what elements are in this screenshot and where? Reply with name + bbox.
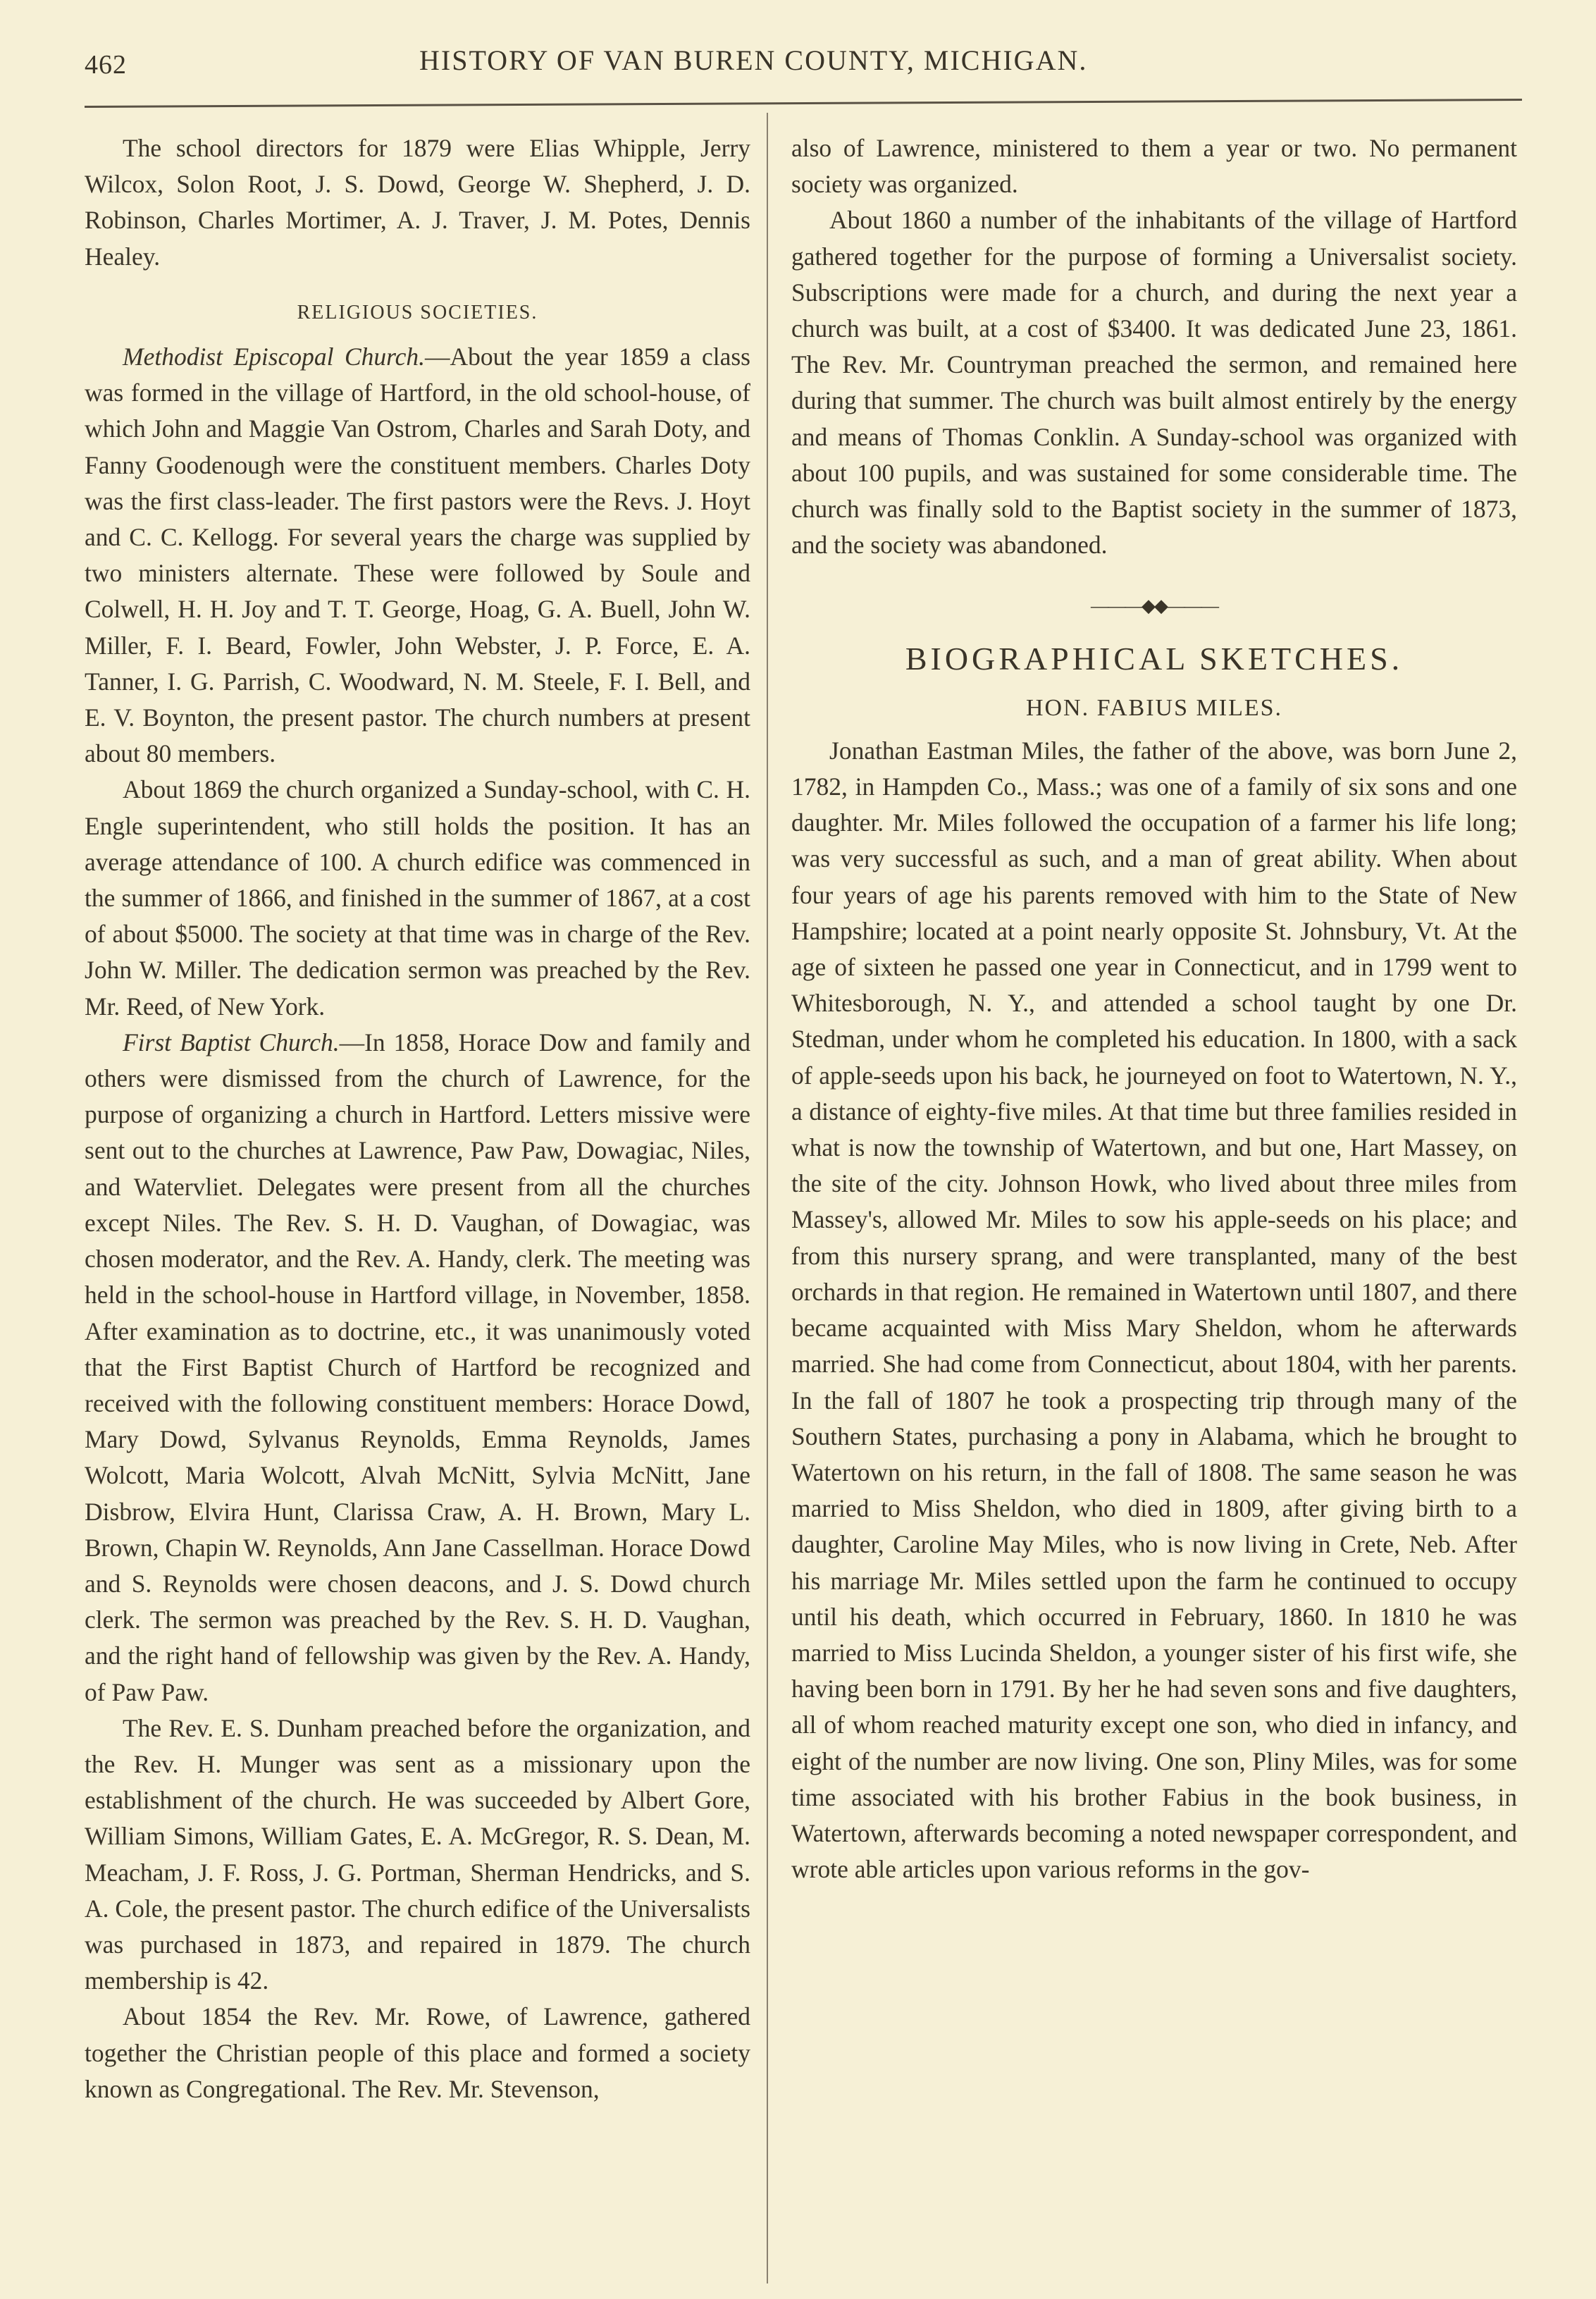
paragraph: The Rev. E. S. Dunham preached before the organization, and the Rev. H. Munger was sent as a missionary upon the establishment of the church. He was succeeded by Albert Gore, William Simons, William Gates, E. A. McGregor, R. S. Dean, M. Meacham, J. F. Ross, J. G. Portman, Sherman Hendricks, and S. A. Cole, the present pastor. The church edifice of the Universalists was purchased in 1873, and repaired in 1879. The church membership is 42.	[85, 1713, 750, 1995]
left-column	[85, 130, 750, 2107]
paragraph: also of Lawrence, ministered to them a year or two. No permanent society was organized.	[791, 134, 1517, 199]
section-title: BIOGRAPHICAL SKETCHES.	[905, 641, 1404, 677]
run-in-title: First Baptist Church.	[123, 1028, 340, 1056]
sketch-title: HON. FABIUS MILES.	[1025, 694, 1283, 721]
section-heading: RELIGIOUS SOCIETIES.	[297, 301, 538, 323]
paragraph: About 1869 the church organized a Sunday-school, with C. H. Engle superintendent, who still holds the position. It has an average attendance of 100. A church edifice was commenced in the summer of 1866, and finished in the summer of 1867, at a cost of about $5000. The society at that time was in charge of the Rev. John W. Miller. The dedication sermon was preached by the Rev. Mr. Reed, of New York.	[85, 775, 750, 1021]
column-divider	[767, 113, 768, 2283]
paragraph: The school directors for 1879 were Elias Whipple, Jerry Wilcox, Solon Root, J. S. Dowd, George W. Shepherd, J. D. Robinson, Charles Mortimer, A. J. Traver, J. M. Potes, Dennis Healey.	[85, 134, 750, 271]
paragraph: About 1854 the Rev. Mr. Rowe, of Lawrence, gathered together the Christian people of this place and formed a society known as Congregational. The Rev. Mr. Stevenson,	[85, 2002, 750, 2103]
paragraph: About 1860 a number of the inhabitants of the village of Hartford gathered together for the purpose of forming a Universalist society. Subscriptions were made for a church, and during the next year a church was built, at a cost of $3400. It was dedicated June 23, 1861. The Rev. Mr. Countryman preached the sermon, and remained here during that summer. The church was built almost entirely by the energy and means of Thomas Conklin. A Sunday-school was organized with about 100 pupils, and was sustained for some considerable time. The church was finally sold to the Baptist society in the summer of 1873, and the society was abandoned.	[791, 206, 1517, 560]
running-title: HISTORY OF VAN BUREN COUNTY, MICHIGAN.	[419, 44, 1088, 76]
right-column	[791, 130, 1517, 1887]
ornament-divider: ———◆◆———	[1091, 595, 1218, 616]
page-number: 462	[85, 50, 127, 80]
paragraph-text: —About the year 1859 a class was formed in the village of Hartford, in the old school-house, of which John and Maggie Van Ostrom, Charles and Sarah Doty, and Fanny Goodenough were the constituent members. Charles Doty was the first class-leader. The first pastors were the Revs. J. Hoyt and C. C. Kellogg. For several years the charge was supplied by two ministers alternate. These were followed by Soule and Colwell, H. H. Joy and T. T. George, Hoag, G. A. Buell, John W. Miller, F. I. Beard, Fowler, John Webster, J. P. Force, E. A. Tanner, I. G. Parrish, C. Woodward, N. M. Steele, F. I. Bell, and E. V. Boynton, the present pastor. The church numbers at present about 80 members.	[85, 343, 750, 768]
paragraph	[85, 339, 750, 772]
header-rule	[85, 99, 1522, 108]
paragraph-text: —In 1858, Horace Dow and family and others were dismissed from the church of Lawrence, for the purpose of organizing a church in Hartford. Letters missive were sent out to the churches at Lawrence, Paw Paw, Dowagiac, Niles, and Watervliet. Delegates were present from all the churches except Niles. The Rev. S. H. D. Vaughan, of Dowagiac, was chosen moderator, and the Rev. A. Handy, clerk. The meeting was held in the school-house in Hartford village, in November, 1858. After examination as to doctrine, etc., it was unanimously voted that the First Baptist Church of Hartford be recognized and received with the following constituent members: Horace Dowd, Mary Dowd, Sylvanus Reynolds, Emma Reynolds, James Wolcott, Maria Wolcott, Alvah McNitt, Sylvia McNitt, Jane Disbrow, Elvira Hunt, Clarissa Craw, A. H. Brown, Mary L. Brown, Chapin W. Reynolds, Ann Jane Cassellman. Horace Dowd and S. Reynolds were chosen deacons, and J. S. Dowd church clerk. The sermon was preached by the Rev. S. H. D. Vaughan, and the right hand of fellowship was given by the Rev. A. Handy, of Paw Paw.	[85, 1028, 750, 1706]
run-in-title: Methodist Episcopal Church.	[123, 343, 426, 371]
paragraph	[85, 1025, 750, 1711]
paragraph: Jonathan Eastman Miles, the father of the above, was born June 2, 1782, in Hampden Co., Mass.; was one of a family of six sons and one daughter. Mr. Miles followed the occupation of a farmer his life long; was very successful as such, and a man of great ability. When about four years of age his parents removed with him to the State of New Hampshire; located at a point nearly opposite St. Johnsbury, Vt. At the age of sixteen he passed one year in Connecticut, and in 1799 went to Whitesborough, N. Y., and attended a school taught by one Dr. Stedman, under whom he completed his education. In 1800, with a sack of apple-seeds upon his back, he journeyed on foot to Watertown, N. Y., a distance of eighty-five miles. At that time but three families resided in what is now the township of Watertown, and but one, Hart Massey, on the site of the city. Johnson Howk, who lived about three miles from Massey's, allowed Mr. Miles to sow his apple-seeds on his place; and from this nursery sprang, and were transplanted, many of the best orchards in that region. He remained in Watertown until 1807, and there became acquainted with Miss Mary Sheldon, whom he afterwards married. She had come from Connecticut, about 1804, with her parents. In the fall of 1807 he took a prospecting trip through many of the Southern States, purchasing a pony in Alabama, which he brought to Watertown on his return, in the fall of 1808. The same season he was married to Miss Sheldon, who died in 1809, after giving birth to a daughter, Caroline May Miles, who is now living in Crete, Neb. After his marriage Mr. Miles settled upon the farm he continued to occupy until his death, which occurred in February, 1860. In 1810 he was married to Miss Lucinda Sheldon, a younger sister of his first wife, she having been born in 1791. By her he had seven sons and five daughters, all of whom reached maturity except one son, who died in infancy, and eight of the number are now living. One son, Pliny Miles, was for some time associated with his brother Fabius in the book business, in Watertown, afterwards becoming a noted newspaper correspondent, and wrote able articles upon various reforms in the gov-	[791, 736, 1517, 1884]
